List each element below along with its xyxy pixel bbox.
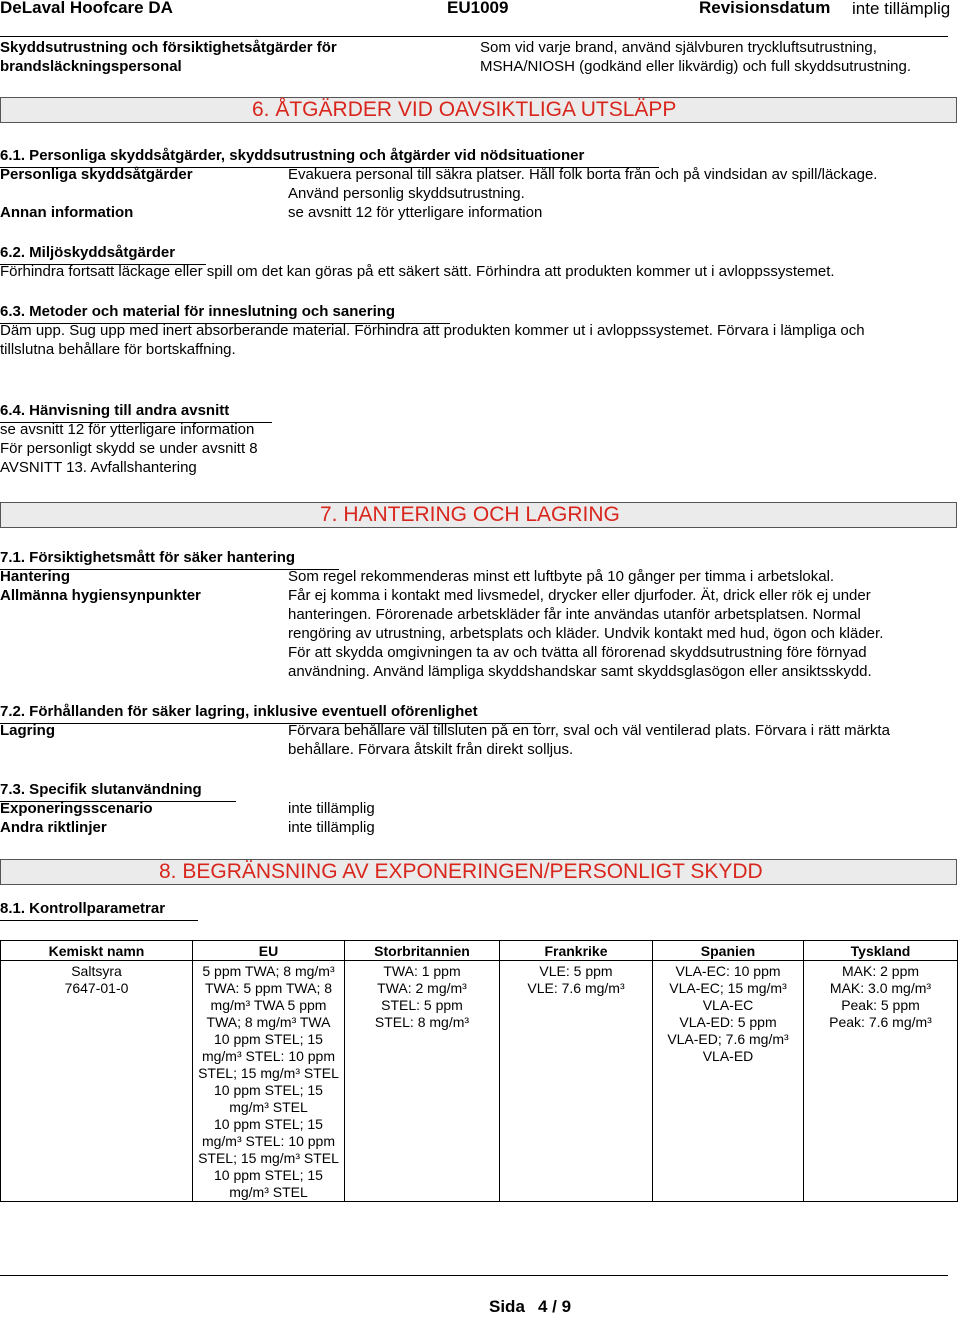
section-8-title: 8. BEGRÄNSNING AV EXPONERINGEN/PERSONLIGT SKYDD xyxy=(159,860,763,883)
page-number: 4 / 9 xyxy=(538,1297,572,1316)
handling-text: Som regel rekommenderas minst ett luftbyte på 10 gånger per timma i arbetslokal. xyxy=(288,568,835,585)
spain-line: VLA-ED: 5 ppm xyxy=(679,1014,777,1030)
eu-line: 5 ppm TWA; 8 mg/m³ xyxy=(202,963,335,979)
cell-france xyxy=(500,961,653,1202)
footer-rule xyxy=(0,1275,948,1276)
uk-line: STEL: 8 mg/m³ xyxy=(374,1014,470,1030)
france-line: VLE: 5 ppm xyxy=(539,963,613,979)
storage-text-line2: behållare. Förvara åtskilt från direkt solljus. xyxy=(288,741,574,758)
germany-line: Peak: 5 ppm xyxy=(841,997,920,1013)
firefighting-label-line2: brandsläckningspersonal xyxy=(0,58,182,75)
scenario-label: Exponeringsscenario xyxy=(0,800,153,817)
eu-line: 10 ppm STEL; 15 xyxy=(214,1031,323,1047)
s64-text-line2: För personligt skydd se under avsnitt 8 xyxy=(0,440,258,457)
eu-line: 10 ppm STEL; 15 xyxy=(214,1082,323,1098)
section-6-title: 6. ÅTGÄRDER VID OAVSIKTLIGA UTSLÄPP xyxy=(252,98,677,121)
france-line: VLE: 7.6 mg/m³ xyxy=(527,980,625,996)
col-header-france: Frankrike xyxy=(500,941,653,961)
firefighting-text-line1: Som vid varje brand, använd självburen tryckluftsutrustning, xyxy=(480,39,877,56)
hygiene-label: Allmänna hygiensynpunkter xyxy=(0,587,201,604)
cell-uk xyxy=(345,961,500,1202)
germany-line: MAK: 2 ppm xyxy=(841,963,920,979)
eu-line: STEL; 15 mg/m³ STEL xyxy=(198,1150,339,1166)
cell-chemical xyxy=(1,961,193,1202)
eu-line: mg/m³ STEL xyxy=(229,1099,308,1115)
revision-label: Revisionsdatum xyxy=(699,0,831,17)
s71-heading: 7.1. Försiktighetsmått för säker hantering xyxy=(0,549,296,566)
uk-line: TWA: 1 ppm xyxy=(383,963,461,979)
product-code: EU1009 xyxy=(447,0,509,17)
eu-line: mg/m³ STEL: 10 ppm xyxy=(201,1048,336,1064)
eu-line: TWA: 5 ppm TWA; 8 xyxy=(204,980,333,996)
s61-text-other: se avsnitt 12 för ytterligare information xyxy=(288,204,543,221)
uk-line: STEL: 5 ppm xyxy=(381,997,463,1013)
s64-heading: 6.4. Hänvisning till andra avsnitt xyxy=(0,402,230,419)
firefighting-label-line1: Skyddsutrustning och försiktighetsåtgärder för xyxy=(0,39,337,56)
eu-line: mg/m³ STEL: 10 ppm xyxy=(201,1133,336,1149)
s63-heading: 6.3. Metoder och material för inneslutning och sanering xyxy=(0,303,396,320)
s61-label-other: Annan information xyxy=(0,204,134,221)
s64-text-line1: se avsnitt 12 för ytterligare information xyxy=(0,421,255,438)
germany-line: Peak: 7.6 mg/m³ xyxy=(829,1014,932,1030)
section-7-title: 7. HANTERING OCH LAGRING xyxy=(320,503,620,526)
cell-eu xyxy=(193,961,345,1202)
s62-heading: 6.2. Miljöskyddsåtgärder xyxy=(0,244,176,261)
scenario-value: inte tillämplig xyxy=(288,800,375,817)
germany-line: MAK: 3.0 mg/m³ xyxy=(829,980,932,996)
col-header-eu: EU xyxy=(193,941,345,961)
s63-text-line1: Däm upp. Sug upp med inert absorberande material. Förhindra att produkten kommer ut i avloppssystemet. Förvara i lämpliga och xyxy=(0,322,865,339)
hygiene-text-line3: rengöring av utrustning, arbetsplats och kläder. Undvik kontakt med hud, ögon och kläder. xyxy=(288,625,884,642)
s64-text-line3: AVSNITT 13. Avfallshantering xyxy=(0,459,197,476)
col-header-uk: Storbritannien xyxy=(345,941,500,961)
exposure-limits-table xyxy=(0,940,958,1202)
eu-line: STEL; 15 mg/m³ STEL xyxy=(198,1065,339,1081)
section-8-band xyxy=(0,859,957,885)
header-rule xyxy=(0,36,948,37)
other-guidelines-value: inte tillämplig xyxy=(288,819,375,836)
col-header-spain: Spanien xyxy=(653,941,804,961)
eu-line: 10 ppm STEL; 15 xyxy=(214,1167,323,1183)
storage-label: Lagring xyxy=(0,722,55,739)
s72-heading: 7.2. Förhållanden för säker lagring, inklusive eventuell oförenlighet xyxy=(0,703,478,720)
hygiene-text-line5: användning. Använd lämpliga skyddshandskar samt skyddsglasögon eller ansiktsskydd. xyxy=(288,663,872,680)
section-7-band xyxy=(0,502,957,528)
spain-line: VLA-EC; 15 mg/m³ xyxy=(669,980,787,996)
s81-heading-underline xyxy=(0,920,198,921)
s61-text-personal-line2: Använd personlig skyddsutrustning. xyxy=(288,185,525,202)
company-name: DeLaval Hoofcare DA xyxy=(0,0,173,17)
s63-text-line2: tillslutna behållare för bortskaffning. xyxy=(0,341,236,358)
cas-number: 7647-01-0 xyxy=(64,980,129,996)
eu-line: 10 ppm STEL; 15 xyxy=(214,1116,323,1132)
firefighting-text-line2: MSHA/NIOSH (godkänd eller likvärdig) och full skyddsutrustning. xyxy=(480,58,912,75)
table-header-row xyxy=(1,941,958,961)
hygiene-text-line2: hanteringen. Förorenade arbetskläder får inte användas utanför arbetsplatsen. Normal xyxy=(288,606,861,623)
col-header-chemical: Kemiskt namn xyxy=(1,941,193,961)
spain-line: VLA-EC: 10 ppm xyxy=(675,963,781,979)
chemical-name: Saltsyra xyxy=(71,963,122,979)
revision-value: inte tillämplig xyxy=(852,0,951,18)
s81-heading: 8.1. Kontrollparametrar xyxy=(0,900,166,917)
s73-heading: 7.3. Specifik slutanvändning xyxy=(0,781,202,798)
s61-text-personal-line1: Evakuera personal till säkra platser. Håll folk borta från och på vindsidan av spill/läckage. xyxy=(288,166,878,183)
page-label: Sida xyxy=(489,1297,525,1316)
hygiene-text-line4: För att skydda omgivningen ta av och tvätta all förorenad skyddsutrustning före förnyad xyxy=(288,644,867,661)
s62-text: Förhindra fortsatt läckage eller spill om det kan göras på ett säkert sätt. Förhindra att produkten kommer ut i avloppssystemet. xyxy=(0,263,835,280)
uk-line: TWA: 2 mg/m³ xyxy=(377,980,467,996)
s61-heading: 6.1. Personliga skyddsåtgärder, skyddsutrustning och åtgärder vid nödsituationer xyxy=(0,147,585,164)
spain-line: VLA-ED; 7.6 mg/m³ xyxy=(667,1031,789,1047)
handling-label: Hantering xyxy=(0,568,71,585)
eu-line: TWA; 8 mg/m³ TWA xyxy=(206,1014,331,1030)
table-row xyxy=(1,961,958,1202)
spain-line: VLA-ED xyxy=(702,1048,754,1064)
storage-text-line1: Förvara behållare väl tillsluten på en torr, sval och väl ventilerad plats. Förvara i rätt märkta xyxy=(288,722,890,739)
cell-germany xyxy=(804,961,958,1202)
col-header-germany: Tyskland xyxy=(804,941,958,961)
spain-line: VLA-EC xyxy=(702,997,754,1013)
other-guidelines-label: Andra riktlinjer xyxy=(0,819,107,836)
s61-label-personal: Personliga skyddsåtgärder xyxy=(0,166,193,183)
section-6-band xyxy=(0,97,957,123)
hygiene-text-line1: Får ej komma i kontakt med livsmedel, drycker eller djurfoder. Ät, drick eller rök ej under xyxy=(288,587,871,604)
eu-line: mg/m³ STEL xyxy=(229,1184,308,1200)
eu-line: mg/m³ TWA 5 ppm xyxy=(210,997,327,1013)
cell-spain xyxy=(653,961,804,1202)
